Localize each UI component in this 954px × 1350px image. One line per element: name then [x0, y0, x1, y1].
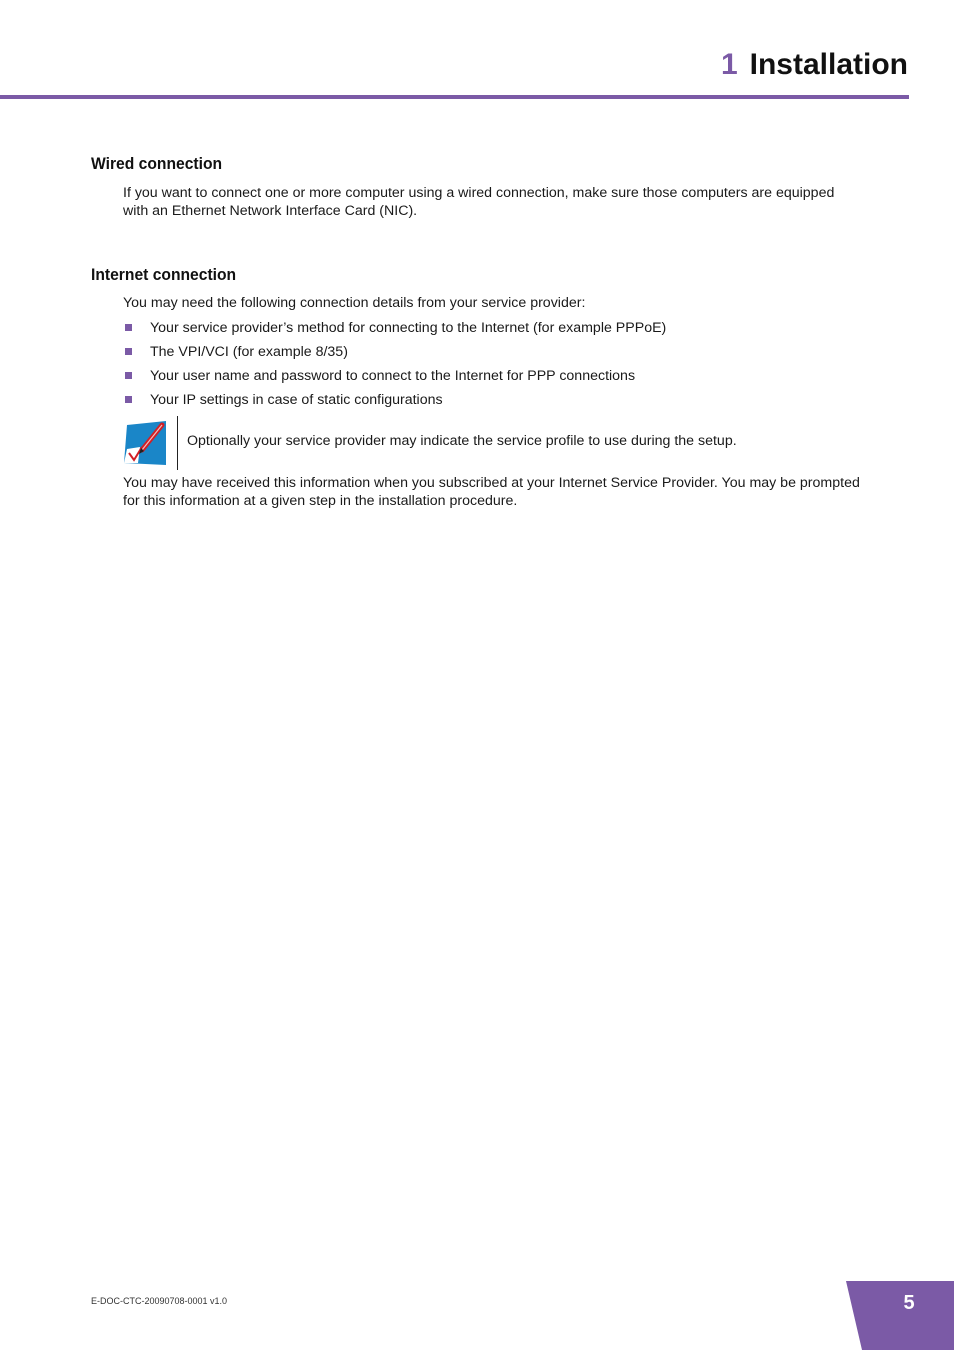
section-heading-wired: Wired connection — [91, 154, 223, 173]
square-bullet — [125, 348, 132, 355]
note-text: Optionally your service provider may indicate the service profile to use during the setup. — [187, 433, 737, 449]
chapter-number: 1 — [720, 48, 738, 81]
page-number: 5 — [903, 1292, 915, 1314]
internet-intro: You may need the following connection details from your service provider: — [123, 295, 586, 311]
connection-details-list — [123, 319, 666, 415]
internet-closing: You may have received this information when you subscribed at your Internet Service Provider. You may be prompted for this information at a given step in the installation procedure. — [123, 475, 860, 509]
wired-body: If you want to connect one or more computer using a wired connection, make sure those computers are equipped with an Ethernet Network Interface Card (NIC). — [123, 185, 835, 219]
chapter-title: Installation — [749, 48, 908, 81]
list-item: Your user name and password to connect to the Internet for PPP connections — [123, 367, 666, 391]
list-item: The VPI/VCI (for example 8/35) — [123, 343, 666, 367]
note-divider — [177, 416, 178, 470]
square-bullet — [125, 396, 132, 403]
note-pencil-check-icon — [122, 419, 170, 467]
header-rule — [0, 95, 909, 99]
list-item: Your service provider’s method for connecting to the Internet (for example PPPoE) — [123, 319, 666, 343]
footer-doc-code: E-DOC-CTC-20090708-0001 v1.0 — [91, 1296, 228, 1306]
chapter-header — [721, 48, 908, 82]
square-bullet — [125, 324, 132, 331]
list-item: Your IP settings in case of static configurations — [123, 391, 666, 415]
section-heading-internet: Internet connection — [91, 265, 237, 284]
square-bullet — [125, 372, 132, 379]
